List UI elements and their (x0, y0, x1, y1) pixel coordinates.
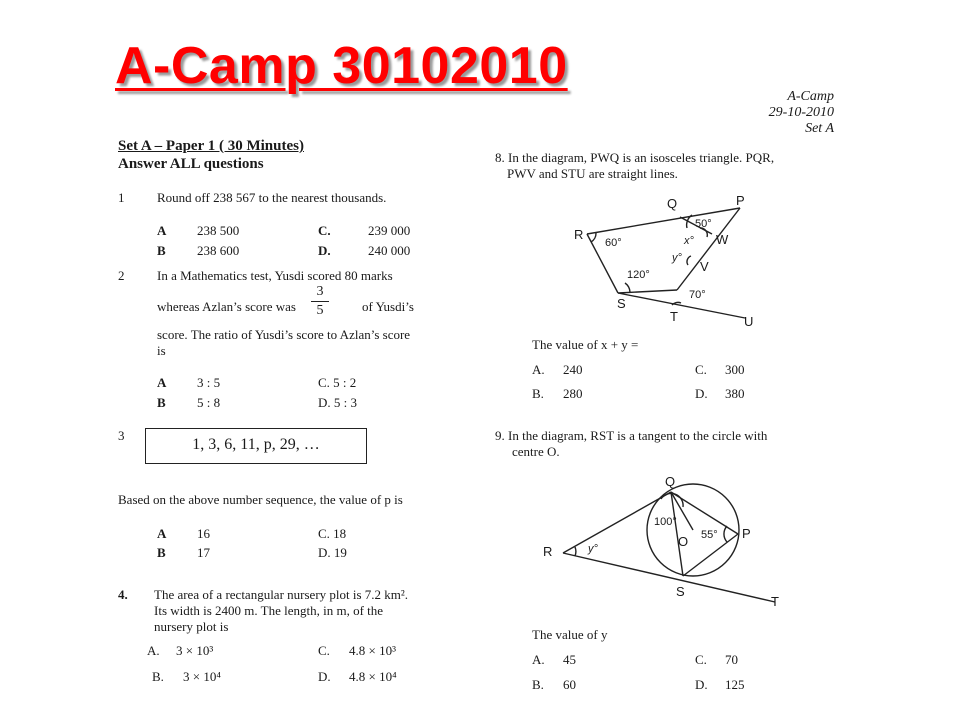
q9-angle-55: 55° (701, 529, 718, 541)
q8-line2: PWV and STU are straight lines. (507, 166, 678, 181)
q4-line3: nursery plot is (154, 619, 229, 634)
q1-option-d: 240 000 (368, 243, 411, 258)
q4-line2: Its width is 2400 m. The length, in m, of the (154, 603, 384, 618)
q2-option-b-letter: B (157, 395, 166, 410)
q1-text: Round off 238 567 to the nearest thousands. (157, 190, 387, 205)
arc-y (687, 256, 691, 265)
q8-angle-x: x° (684, 235, 694, 247)
line-pqr (587, 208, 740, 234)
q8-prompt: The value of x + y = (532, 337, 639, 352)
q3-option-a: 16 (197, 526, 210, 541)
q1-option-b: 238 600 (197, 243, 240, 258)
q4-option-c: 4.8 × 10³ (349, 643, 396, 658)
q9-point-t: T (771, 594, 779, 609)
q8-option-b: 280 (563, 386, 583, 401)
header-camp: A-Camp (787, 89, 834, 104)
q8-point-w: W (716, 232, 729, 247)
line-rst (563, 553, 775, 602)
arc-y9 (575, 547, 576, 556)
q9-angle-100: 100° (654, 516, 677, 528)
q2-fraction (311, 284, 329, 319)
q2-frac-den: 5 (316, 303, 324, 318)
q3-option-b-letter: B (157, 545, 166, 560)
q8-option-c: 300 (725, 362, 745, 377)
q4-option-a: 3 × 10³ (176, 643, 214, 658)
q3-option-b: 17 (197, 545, 210, 560)
q9-option-b-letter: B. (532, 677, 544, 692)
q1-number: 1 (118, 190, 125, 205)
q8-option-d: 380 (725, 386, 745, 401)
q8-angle-70: 70° (689, 289, 706, 301)
q2-frac-bar (311, 301, 329, 302)
q4-line1: The area of a rectangular nursery plot is 7.2 km². (154, 587, 409, 602)
q8-point-s: S (617, 296, 626, 311)
q8-point-t: T (670, 309, 678, 324)
q2-frac-num: 3 (316, 284, 324, 299)
q1-option-c-letter: C. (318, 223, 331, 238)
q4-number: 4. (118, 587, 128, 602)
q8-angle-120: 120° (627, 269, 650, 281)
line-sv (618, 290, 677, 293)
q8-diagram (560, 190, 780, 330)
q3-option-c: C. 18 (318, 526, 347, 541)
q2-option-c: C. 5 : 2 (318, 375, 357, 390)
arc-55 (724, 526, 727, 542)
q4-option-b: 3 × 10⁴ (183, 669, 221, 684)
line-stu (618, 293, 745, 318)
arc-120 (625, 283, 630, 292)
q2-option-a-letter: A (157, 375, 167, 390)
q2-number: 2 (118, 268, 125, 283)
q2-line3: score. The ratio of Yusdi’s score to Azlan’s score (157, 327, 411, 342)
q9-angle-y: y° (588, 543, 598, 555)
q8-angle-y: y° (672, 252, 682, 264)
q9-line1: 9. In the diagram, RST is a tangent to the circle with (495, 428, 768, 443)
q9-point-q: Q (665, 474, 676, 489)
q9-option-a-letter: A. (532, 652, 545, 667)
q9-option-c: 70 (725, 652, 738, 667)
q3-option-a-letter: A (157, 526, 167, 541)
q9-option-a: 45 (563, 652, 576, 667)
q4-option-a-letter: A. (147, 643, 160, 658)
paper-heading: Set A – Paper 1 ( 30 Minutes) (118, 138, 304, 154)
q8-option-d-letter: D. (695, 386, 708, 401)
q3-text: Based on the above number sequence, the value of p is (118, 492, 403, 507)
arc-60 (591, 233, 596, 242)
q2-line2a: whereas Azlan’s score was (157, 299, 296, 314)
q2-line4: is (157, 343, 166, 358)
q8-angle-50: 50° (695, 218, 712, 230)
q2-line1: In a Mathematics test, Yusdi scored 80 marks (157, 268, 393, 283)
q2-option-b: 5 : 8 (197, 395, 221, 410)
q2-line2b: of Yusdi’s (362, 299, 414, 314)
q2-option-d: D. 5 : 3 (318, 395, 357, 410)
q8-point-v: V (700, 259, 709, 274)
q1-option-b-letter: B (157, 243, 166, 258)
q9-option-b: 60 (563, 677, 576, 692)
q8-option-a: 240 (563, 362, 583, 377)
q9-point-s: S (676, 584, 685, 599)
q8-angle-60: 60° (605, 237, 622, 249)
q1-option-a: 238 500 (197, 223, 240, 238)
q8-option-b-letter: B. (532, 386, 544, 401)
q8-line1: 8. In the diagram, PWQ is an isosceles triangle. PQR, (495, 150, 775, 165)
q1-option-c: 239 000 (368, 223, 411, 238)
q4-option-d: 4.8 × 10⁴ (349, 669, 397, 684)
page-title: A-Camp 30102010 (115, 37, 568, 95)
q9-point-r: R (543, 544, 553, 559)
header-set: Set A (805, 121, 834, 136)
q8-option-c-letter: C. (695, 362, 707, 377)
q4-option-c-letter: C. (318, 643, 330, 658)
q9-diagram (535, 470, 785, 620)
q3-sequence: 1, 3, 6, 11, p, 29, … (192, 436, 320, 453)
q2-option-a: 3 : 5 (197, 375, 221, 390)
q4-option-d-letter: D. (318, 669, 331, 684)
q9-point-o: O (678, 534, 689, 549)
q1-option-d-letter: D. (318, 243, 331, 258)
q8-point-r: R (574, 227, 584, 242)
q8-point-u: U (744, 314, 754, 329)
q1-option-a-letter: A (157, 223, 167, 238)
q3-option-d: D. 19 (318, 545, 347, 560)
q9-prompt: The value of y (532, 627, 608, 642)
q9-option-d: 125 (725, 677, 745, 692)
q9-line2: centre O. (512, 444, 560, 459)
q4-option-b-letter: B. (152, 669, 164, 684)
q9-option-d-letter: D. (695, 677, 708, 692)
q9-option-c-letter: C. (695, 652, 707, 667)
q8-point-q: Q (667, 196, 678, 211)
header-date: 29-10-2010 (768, 105, 834, 120)
paper-instruction: Answer ALL questions (118, 156, 264, 172)
q8-point-p: P (736, 193, 745, 208)
q8-option-a-letter: A. (532, 362, 545, 377)
q3-number: 3 (118, 428, 125, 443)
q9-point-p: P (742, 526, 751, 541)
